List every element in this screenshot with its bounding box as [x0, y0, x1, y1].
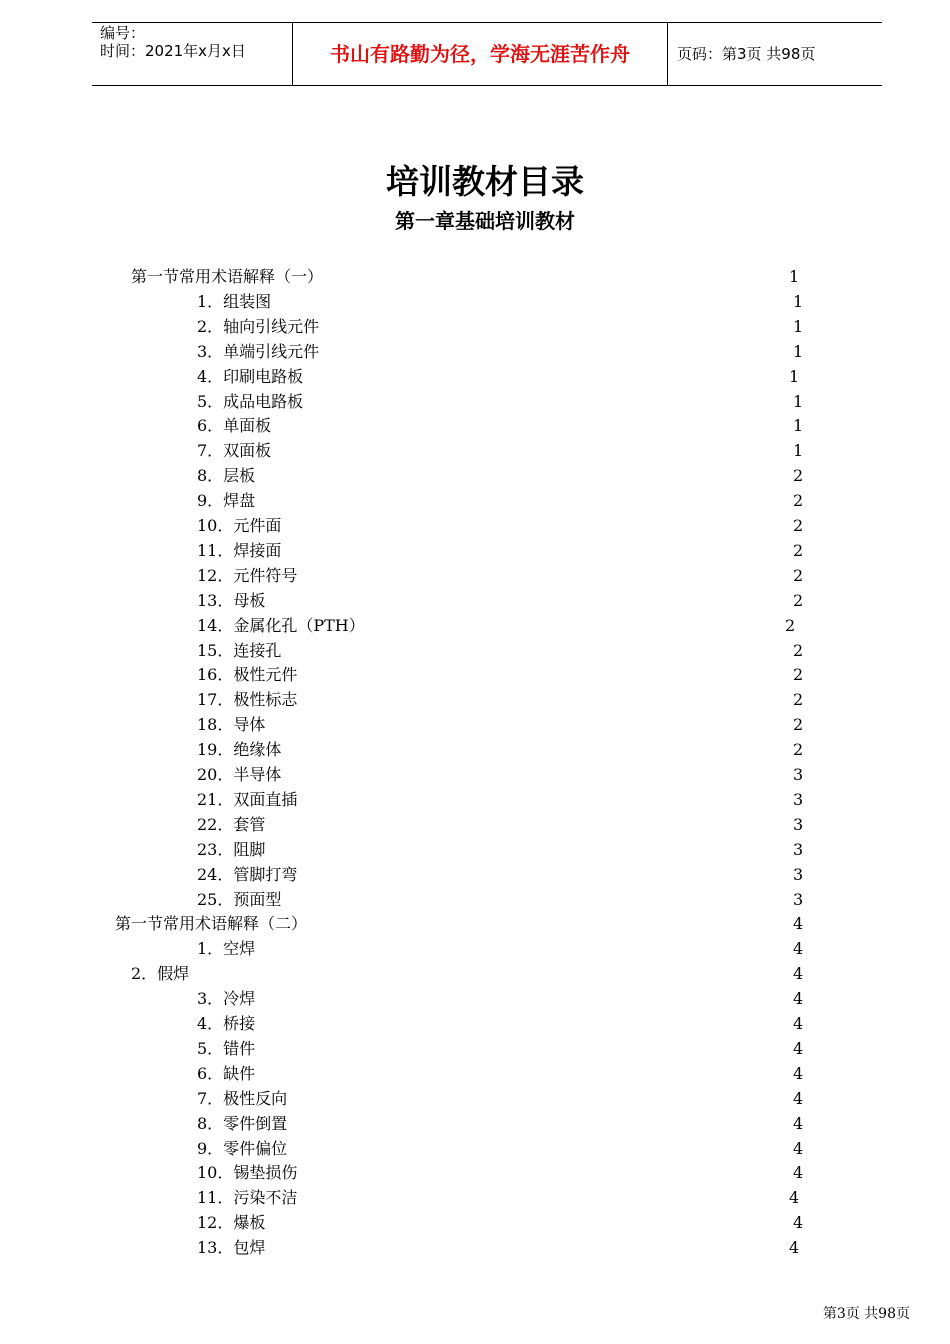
toc-entry-label: 15．连接孔: [197, 640, 282, 660]
toc-entry-page-number: 4: [793, 1113, 804, 1133]
toc-entry-label: 9．零件偏位: [197, 1138, 288, 1158]
toc-entry-page-number: 2: [793, 540, 804, 560]
toc-entry-label: 24．管脚打弯: [197, 864, 298, 884]
toc-entry-page-number: 2: [793, 665, 804, 685]
page-footer: 第3页 共98页: [822, 1306, 910, 1322]
toc-entry-label: 6．单面板: [197, 416, 272, 436]
toc-entry-page-number: 1: [793, 316, 804, 336]
time-label: 时间：2021年x月x日: [100, 42, 246, 60]
toc-item-row: [0, 662, 950, 687]
toc-entry-page-number: 4: [793, 914, 804, 934]
toc-entry-page-number: 4: [793, 1014, 804, 1033]
toc-entry-label: 19．绝缘体: [197, 740, 282, 760]
toc-entry-label: 8．层板: [197, 466, 256, 486]
header-middle-cell: [292, 23, 668, 85]
toc-entry-page-number: 2: [793, 690, 804, 710]
toc-entry-page-number: 2: [793, 491, 804, 511]
toc-entry-page-number: 1: [793, 441, 804, 461]
toc-entry-page-number: 2: [793, 466, 804, 486]
toc-entry-page-number: 4: [793, 964, 804, 984]
toc-item-row: [0, 986, 950, 1011]
toc-entry-page-number: 3: [793, 814, 804, 834]
toc-entry-page-number: 2: [793, 740, 804, 760]
toc-item-row: [0, 787, 950, 812]
toc-item-row: [0, 364, 950, 389]
toc-entry-label: 20．半导体: [197, 765, 282, 784]
toc-entry-page-number: 2: [793, 590, 804, 610]
toc-entry-page-number: 1: [793, 391, 804, 411]
toc-entry-page-number: 4: [793, 1163, 804, 1183]
toc-entry-label: 16．极性元件: [197, 665, 298, 685]
toc-item-row: [0, 1036, 950, 1061]
toc-item-row: [0, 463, 950, 488]
toc-entry-page-number: 4: [793, 989, 804, 1009]
toc-entry-label: 11．污染不洁: [197, 1188, 298, 1208]
toc-entry-label: 5．成品电路板: [197, 391, 304, 411]
page-header: [92, 22, 882, 86]
toc-entry-label: 14．金属化孔（PTH）: [197, 615, 365, 635]
toc-entry-label: 7．极性反向: [197, 1088, 288, 1108]
toc-entry-label: 第一节常用术语解释（二）: [115, 914, 308, 934]
toc-entry-page-number: 4: [789, 1188, 800, 1208]
toc-item-row: [0, 936, 950, 961]
toc-entry-page-number: 1: [789, 267, 800, 286]
toc-entry-label: 11．焊接面: [197, 540, 282, 560]
toc-entry-page-number: 2: [793, 640, 804, 660]
toc-section-row: [0, 264, 950, 289]
toc-item-row: [0, 1086, 950, 1111]
toc-entry-label: 3．单端引线元件: [197, 341, 320, 361]
toc-item-row: [0, 613, 950, 638]
toc-item-row: [0, 389, 950, 414]
toc-entry-page-number: 1: [793, 291, 804, 311]
toc-entry-label: 7．双面板: [197, 441, 272, 461]
toc-entry-label: 2．轴向引线元件: [197, 316, 320, 336]
toc-entry-label: 10．锡垫损伤: [197, 1163, 298, 1183]
toc-entry-page-number: 1: [793, 341, 804, 361]
toc-item-row: [0, 289, 950, 314]
toc-entry-page-number: 2: [793, 516, 804, 535]
toc-entry-label: 22．套管: [197, 814, 266, 834]
toc-entry-page-number: 4: [793, 1063, 804, 1083]
toc-item-row: [0, 1061, 950, 1086]
toc-entry-label: 8．零件倒置: [197, 1113, 288, 1133]
toc-entry-label: 9．焊盘: [197, 491, 256, 511]
toc-item-row: [0, 488, 950, 513]
toc-entry-page-number: 4: [793, 1213, 804, 1233]
toc-entry-label: 2．假焊: [131, 964, 190, 984]
toc-item-row: [0, 812, 950, 837]
toc-entry-label: 23．阻脚: [197, 839, 266, 859]
toc-entry-label: 6．缺件: [197, 1063, 256, 1083]
toc-item-row: [0, 1111, 950, 1136]
toc-item-row: [0, 1235, 950, 1260]
document-title: 培训教材目录: [386, 162, 584, 201]
toc-item-row: [0, 687, 950, 712]
toc-entry-page-number: 4: [793, 939, 804, 959]
toc-item-row: [0, 862, 950, 887]
motto: 书山有路勤为径，学海无涯苦作舟: [330, 42, 630, 66]
toc-entry-page-number: 4: [789, 1238, 800, 1258]
toc-entry-page-number: 2: [793, 715, 804, 735]
toc-item-row: [0, 1185, 950, 1210]
toc-item-row: [0, 538, 950, 563]
toc-item-row: [0, 413, 950, 438]
toc-item-row: [0, 712, 950, 737]
toc-item-row: [0, 762, 950, 787]
toc-item-row: [0, 339, 950, 364]
toc-item-row: [0, 588, 950, 613]
toc-item-row: [0, 1160, 950, 1185]
toc-entry-label: 17．极性标志: [197, 690, 298, 710]
toc-entry-label: 21．双面直插: [197, 789, 298, 809]
toc-section-row: [0, 911, 950, 936]
toc-entry-page-number: 3: [793, 864, 804, 884]
toc-entry-label: 13．包焊: [197, 1238, 266, 1258]
toc-entry-label: 18．导体: [197, 715, 266, 735]
toc-entry-label: 3．冷焊: [197, 989, 256, 1009]
toc-item-row: [0, 314, 950, 339]
toc-entry-label: 1．组装图: [197, 291, 272, 311]
header-left-cell: [92, 23, 292, 85]
toc-item-row: [0, 887, 950, 912]
toc-entry-page-number: 3: [793, 789, 804, 809]
toc-entry-label: 12．元件符号: [197, 565, 298, 585]
toc-item-row: [0, 638, 950, 663]
page-code: 页码：第3页 共98页: [677, 45, 816, 63]
toc-entry-page-number: 4: [793, 1138, 804, 1158]
toc-item-row: [0, 837, 950, 862]
toc-item-row: [0, 961, 950, 986]
toc-entry-page-number: 2: [785, 615, 796, 635]
header-right-cell: [667, 23, 882, 85]
toc-entry-page-number: 3: [793, 889, 804, 909]
toc-item-row: [0, 438, 950, 463]
toc-entry-label: 1．空焊: [197, 939, 256, 959]
toc-item-row: [0, 563, 950, 588]
toc-entry-label: 10．元件面: [197, 516, 282, 535]
toc-entry-page-number: 1: [789, 366, 800, 386]
toc-entry-label: 5．错件: [197, 1038, 256, 1058]
toc-entry-label: 4．桥接: [197, 1014, 256, 1033]
toc-entry-page-number: 3: [793, 765, 804, 784]
toc-entry-page-number: 4: [793, 1088, 804, 1108]
toc-entry-label: 12．爆板: [197, 1213, 266, 1233]
code-label: 编号：: [100, 24, 146, 42]
chapter-subtitle: 第一章基础培训教材: [395, 209, 575, 233]
toc-entry-page-number: 2: [793, 565, 804, 585]
toc-entry-label: 25．预面型: [197, 889, 282, 909]
toc-entry-page-number: 3: [793, 839, 804, 859]
toc-item-row: [0, 513, 950, 538]
toc-entry-page-number: 4: [793, 1038, 804, 1058]
toc-entry-label: 第一节常用术语解释（一）: [131, 267, 324, 286]
toc-entry-page-number: 1: [793, 416, 804, 436]
toc-item-row: [0, 1210, 950, 1235]
toc-item-row: [0, 1011, 950, 1036]
toc-item-row: [0, 737, 950, 762]
toc-item-row: [0, 1136, 950, 1161]
toc-entry-label: 13．母板: [197, 590, 266, 610]
toc-entry-label: 4．印刷电路板: [197, 366, 304, 386]
